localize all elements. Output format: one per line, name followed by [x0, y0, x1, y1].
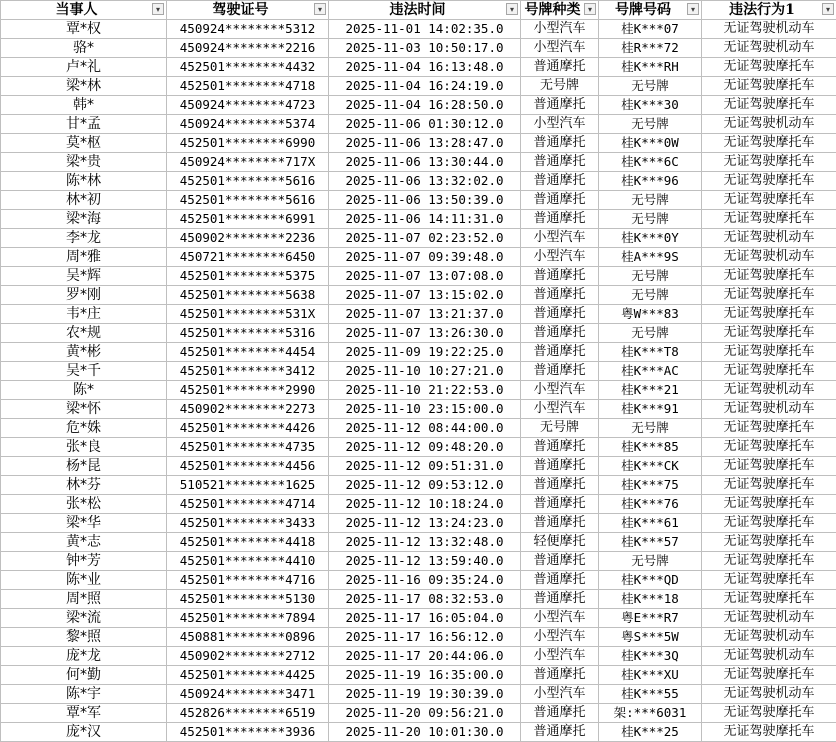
party-cell[interactable]: 陈* [1, 381, 167, 400]
plate-type-cell[interactable]: 小型汽车 [521, 628, 599, 647]
party-cell[interactable]: 梁*流 [1, 609, 167, 628]
party-cell[interactable]: 陈*林 [1, 172, 167, 191]
plate-type-cell[interactable]: 小型汽车 [521, 39, 599, 58]
plate-type-cell[interactable]: 小型汽车 [521, 685, 599, 704]
plate-type-cell[interactable]: 普通摩托 [521, 267, 599, 286]
plate-type-cell[interactable]: 无号牌 [521, 77, 599, 96]
violation-time-cell[interactable]: 2025-11-19 19:30:39.0 [329, 685, 521, 704]
license-no-cell[interactable]: 452501********6990 [167, 134, 329, 153]
table-row [1, 248, 836, 267]
violation-cell[interactable]: 无证驾驶摩托车 [702, 286, 836, 305]
violation-cell[interactable]: 无证驾驶摩托车 [702, 96, 836, 115]
violation-cell[interactable]: 无证驾驶摩托车 [702, 457, 836, 476]
violation-cell[interactable]: 无证驾驶机动车 [702, 400, 836, 419]
license-no-cell[interactable]: 450902********2236 [167, 229, 329, 248]
violation-time-cell[interactable]: 2025-11-07 09:39:48.0 [329, 248, 521, 267]
table-row [1, 628, 836, 647]
plate-number-cell[interactable]: 桂K***QD [599, 571, 702, 590]
plate-type-cell[interactable]: 普通摩托 [521, 476, 599, 495]
violation-cell[interactable]: 无证驾驶机动车 [702, 115, 836, 134]
violation-cell[interactable]: 无证驾驶机动车 [702, 685, 836, 704]
plate-type-cell[interactable]: 轻便摩托 [521, 533, 599, 552]
violation-time-cell[interactable]: 2025-11-09 19:22:25.0 [329, 343, 521, 362]
violation-time-cell[interactable]: 2025-11-06 13:28:47.0 [329, 134, 521, 153]
violation-time-cell[interactable]: 2025-11-04 16:28:50.0 [329, 96, 521, 115]
violation-time-cell[interactable]: 2025-11-12 09:48:20.0 [329, 438, 521, 457]
party-cell[interactable]: 韦*庄 [1, 305, 167, 324]
license-no-cell[interactable]: 450721********6450 [167, 248, 329, 267]
violation-time-cell[interactable]: 2025-11-03 10:50:17.0 [329, 39, 521, 58]
plate-number-cell[interactable]: 架:***6031 [599, 704, 702, 723]
violation-cell[interactable]: 无证驾驶摩托车 [702, 723, 836, 742]
violation-cell[interactable]: 无证驾驶摩托车 [702, 324, 836, 343]
license-no-cell[interactable]: 450924********5312 [167, 20, 329, 39]
violation-cell[interactable]: 无证驾驶摩托车 [702, 134, 836, 153]
violation-time-cell[interactable]: 2025-11-17 20:44:06.0 [329, 647, 521, 666]
party-cell[interactable]: 钟*芳 [1, 552, 167, 571]
violation-cell[interactable]: 无证驾驶机动车 [702, 20, 836, 39]
violation-cell[interactable]: 无证驾驶摩托车 [702, 362, 836, 381]
plate-number-cell[interactable]: 桂K***RH [599, 58, 702, 77]
party-cell[interactable]: 林*初 [1, 191, 167, 210]
license-no-cell[interactable]: 452501********4432 [167, 58, 329, 77]
violation-time-cell[interactable]: 2025-11-12 09:53:12.0 [329, 476, 521, 495]
party-cell[interactable]: 覃*军 [1, 704, 167, 723]
license-no-cell[interactable]: 452501********4456 [167, 457, 329, 476]
table-row [1, 267, 836, 286]
violation-time-cell[interactable]: 2025-11-12 10:18:24.0 [329, 495, 521, 514]
violation-cell[interactable]: 无证驾驶机动车 [702, 248, 836, 267]
plate-type-cell[interactable]: 普通摩托 [521, 704, 599, 723]
plate-number-cell[interactable]: 桂K***18 [599, 590, 702, 609]
party-cell[interactable]: 韩* [1, 96, 167, 115]
plate-number-cell[interactable]: 桂K***AC [599, 362, 702, 381]
violation-time-cell[interactable]: 2025-11-10 23:15:00.0 [329, 400, 521, 419]
table-row [1, 647, 836, 666]
violation-time-cell[interactable]: 2025-11-07 13:15:02.0 [329, 286, 521, 305]
plate-number-cell[interactable]: 桂K***85 [599, 438, 702, 457]
party-cell[interactable]: 覃*权 [1, 20, 167, 39]
license-no-cell[interactable]: 450924********4723 [167, 96, 329, 115]
plate-number-cell[interactable]: 桂K***75 [599, 476, 702, 495]
table-row [1, 723, 836, 742]
plate-type-cell[interactable]: 普通摩托 [521, 305, 599, 324]
violation-cell[interactable]: 无证驾驶摩托车 [702, 305, 836, 324]
license-no-cell[interactable]: 452501********5375 [167, 267, 329, 286]
filter-dropdown-icon[interactable]: ▾ [314, 3, 326, 15]
plate-type-cell[interactable]: 小型汽车 [521, 115, 599, 134]
filter-dropdown-icon[interactable]: ▾ [822, 3, 834, 15]
violation-time-cell[interactable]: 2025-11-10 21:22:53.0 [329, 381, 521, 400]
table-row [1, 324, 836, 343]
license-no-cell[interactable]: 450902********2712 [167, 647, 329, 666]
table-row [1, 58, 836, 77]
violation-time-cell[interactable]: 2025-11-07 13:21:37.0 [329, 305, 521, 324]
plate-type-cell[interactable]: 普通摩托 [521, 552, 599, 571]
table-row [1, 229, 836, 248]
violation-cell[interactable]: 无证驾驶摩托车 [702, 704, 836, 723]
license-no-cell[interactable]: 452501********3936 [167, 723, 329, 742]
violation-cell[interactable]: 无证驾驶摩托车 [702, 514, 836, 533]
party-cell[interactable]: 杨*昆 [1, 457, 167, 476]
table-row [1, 685, 836, 704]
plate-number-cell[interactable]: 无号牌 [599, 191, 702, 210]
header-party[interactable]: 当事人 ▾ [1, 1, 167, 20]
filter-dropdown-icon[interactable]: ▾ [584, 3, 596, 15]
license-no-cell[interactable]: 452501********5616 [167, 172, 329, 191]
plate-type-cell[interactable]: 普通摩托 [521, 362, 599, 381]
violation-time-cell[interactable]: 2025-11-19 16:35:00.0 [329, 666, 521, 685]
table-row [1, 381, 836, 400]
plate-type-cell[interactable]: 普通摩托 [521, 172, 599, 191]
party-cell[interactable]: 梁*怀 [1, 400, 167, 419]
plate-number-cell[interactable]: 桂K***57 [599, 533, 702, 552]
table-row [1, 514, 836, 533]
plate-number-cell[interactable]: 桂K***CK [599, 457, 702, 476]
plate-type-cell[interactable]: 普通摩托 [521, 343, 599, 362]
plate-type-cell[interactable]: 无号牌 [521, 419, 599, 438]
party-cell[interactable]: 卢*礼 [1, 58, 167, 77]
plate-number-cell[interactable]: 桂K***61 [599, 514, 702, 533]
violation-time-cell[interactable]: 2025-11-07 13:07:08.0 [329, 267, 521, 286]
violation-time-cell[interactable]: 2025-11-07 13:26:30.0 [329, 324, 521, 343]
license-no-cell[interactable]: 452501********6991 [167, 210, 329, 229]
violation-cell[interactable]: 无证驾驶摩托车 [702, 343, 836, 362]
violation-cell[interactable]: 无证驾驶摩托车 [702, 172, 836, 191]
plate-number-cell[interactable]: 无号牌 [599, 419, 702, 438]
party-cell[interactable]: 庞*龙 [1, 647, 167, 666]
plate-number-cell[interactable]: 桂K***07 [599, 20, 702, 39]
violation-time-cell[interactable]: 2025-11-10 10:27:21.0 [329, 362, 521, 381]
violation-time-cell[interactable]: 2025-11-06 14:11:31.0 [329, 210, 521, 229]
violation-cell[interactable]: 无证驾驶摩托车 [702, 666, 836, 685]
table-row [1, 305, 836, 324]
table-row [1, 286, 836, 305]
header-row [1, 1, 836, 20]
plate-type-cell[interactable]: 普通摩托 [521, 324, 599, 343]
violation-time-cell[interactable]: 2025-11-04 16:24:19.0 [329, 77, 521, 96]
plate-type-cell[interactable]: 普通摩托 [521, 438, 599, 457]
party-cell[interactable]: 陈*业 [1, 571, 167, 590]
license-no-cell[interactable]: 452501********531X [167, 305, 329, 324]
plate-number-cell[interactable]: 桂K***25 [599, 723, 702, 742]
license-no-cell[interactable]: 452501********3412 [167, 362, 329, 381]
plate-type-cell[interactable]: 普通摩托 [521, 457, 599, 476]
plate-number-cell[interactable]: 桂K***55 [599, 685, 702, 704]
header-violation-1[interactable]: 违法行为1 ▾ [702, 1, 836, 20]
table-row [1, 609, 836, 628]
party-cell[interactable]: 林*芬 [1, 476, 167, 495]
violation-time-cell[interactable]: 2025-11-20 10:01:30.0 [329, 723, 521, 742]
filter-dropdown-icon[interactable]: ▾ [506, 3, 518, 15]
plate-type-cell[interactable]: 小型汽车 [521, 20, 599, 39]
plate-number-cell[interactable]: 无号牌 [599, 115, 702, 134]
violation-cell[interactable]: 无证驾驶摩托车 [702, 153, 836, 172]
violation-time-cell[interactable]: 2025-11-17 16:56:12.0 [329, 628, 521, 647]
violation-cell[interactable]: 无证驾驶摩托车 [702, 267, 836, 286]
plate-type-cell[interactable]: 普通摩托 [521, 191, 599, 210]
party-cell[interactable]: 危*姝 [1, 419, 167, 438]
filter-dropdown-icon[interactable]: ▾ [687, 3, 699, 15]
plate-number-cell[interactable]: 桂K***91 [599, 400, 702, 419]
plate-number-cell[interactable]: 无号牌 [599, 267, 702, 286]
table-header [1, 1, 836, 20]
license-no-cell[interactable]: 450902********2273 [167, 400, 329, 419]
table-row [1, 39, 836, 58]
license-no-cell[interactable]: 450881********0896 [167, 628, 329, 647]
table-row [1, 533, 836, 552]
header-violation-time[interactable]: 违法时间 ▾ [329, 1, 521, 20]
plate-type-cell[interactable]: 普通摩托 [521, 666, 599, 685]
violation-cell[interactable]: 无证驾驶摩托车 [702, 571, 836, 590]
violation-cell[interactable]: 无证驾驶机动车 [702, 628, 836, 647]
plate-number-cell[interactable]: 粤S***5W [599, 628, 702, 647]
license-no-cell[interactable]: 452501********3433 [167, 514, 329, 533]
table-row [1, 20, 836, 39]
party-cell[interactable]: 吴*辉 [1, 267, 167, 286]
party-cell[interactable]: 周*雅 [1, 248, 167, 267]
license-no-cell[interactable]: 452501********4425 [167, 666, 329, 685]
violation-cell[interactable]: 无证驾驶机动车 [702, 647, 836, 666]
plate-type-cell[interactable]: 普通摩托 [521, 96, 599, 115]
plate-type-cell[interactable]: 普通摩托 [521, 723, 599, 742]
party-cell[interactable]: 陈*宇 [1, 685, 167, 704]
violation-time-cell[interactable]: 2025-11-07 02:23:52.0 [329, 229, 521, 248]
plate-number-cell[interactable]: 无号牌 [599, 77, 702, 96]
plate-number-cell[interactable]: 桂K***T8 [599, 343, 702, 362]
license-no-cell[interactable]: 452501********4410 [167, 552, 329, 571]
violation-cell[interactable]: 无证驾驶摩托车 [702, 191, 836, 210]
table-row [1, 590, 836, 609]
party-cell[interactable]: 农*规 [1, 324, 167, 343]
plate-number-cell[interactable]: 桂K***30 [599, 96, 702, 115]
table-row [1, 362, 836, 381]
violation-cell[interactable]: 无证驾驶摩托车 [702, 533, 836, 552]
violation-time-cell[interactable]: 2025-11-17 08:32:53.0 [329, 590, 521, 609]
table-row [1, 77, 836, 96]
violation-time-cell[interactable]: 2025-11-06 13:50:39.0 [329, 191, 521, 210]
license-no-cell[interactable]: 452501********4714 [167, 495, 329, 514]
party-cell[interactable]: 庞*汉 [1, 723, 167, 742]
plate-number-cell[interactable]: 无号牌 [599, 210, 702, 229]
plate-type-cell[interactable]: 小型汽车 [521, 647, 599, 666]
violation-time-cell[interactable]: 2025-11-16 09:35:24.0 [329, 571, 521, 590]
violation-time-cell[interactable]: 2025-11-12 13:32:48.0 [329, 533, 521, 552]
license-no-cell[interactable]: 452501********4735 [167, 438, 329, 457]
table-row [1, 153, 836, 172]
table-row [1, 400, 836, 419]
plate-type-cell[interactable]: 普通摩托 [521, 514, 599, 533]
license-no-cell[interactable]: 452501********5316 [167, 324, 329, 343]
table-row [1, 96, 836, 115]
plate-type-cell[interactable]: 小型汽车 [521, 229, 599, 248]
violation-time-cell[interactable]: 2025-11-17 16:05:04.0 [329, 609, 521, 628]
table-row [1, 419, 836, 438]
plate-number-cell[interactable]: 桂A***9S [599, 248, 702, 267]
violation-time-cell[interactable]: 2025-11-06 13:32:02.0 [329, 172, 521, 191]
violation-cell[interactable]: 无证驾驶机动车 [702, 229, 836, 248]
party-cell[interactable]: 吴*千 [1, 362, 167, 381]
party-cell[interactable]: 黎*照 [1, 628, 167, 647]
party-cell[interactable]: 李*龙 [1, 229, 167, 248]
table-row [1, 666, 836, 685]
table-row [1, 457, 836, 476]
plate-type-cell[interactable]: 普通摩托 [521, 286, 599, 305]
license-no-cell[interactable]: 452501********4454 [167, 343, 329, 362]
violation-cell[interactable]: 无证驾驶摩托车 [702, 495, 836, 514]
violation-cell[interactable]: 无证驾驶摩托车 [702, 58, 836, 77]
party-cell[interactable]: 张*松 [1, 495, 167, 514]
license-no-cell[interactable]: 452501********5130 [167, 590, 329, 609]
table-row [1, 191, 836, 210]
table-row [1, 476, 836, 495]
plate-type-cell[interactable]: 小型汽车 [521, 400, 599, 419]
license-no-cell[interactable]: 450924********3471 [167, 685, 329, 704]
party-cell[interactable]: 骆* [1, 39, 167, 58]
plate-number-cell[interactable]: 桂K***96 [599, 172, 702, 191]
license-no-cell[interactable]: 450924********5374 [167, 115, 329, 134]
violation-time-cell[interactable]: 2025-11-20 09:56:21.0 [329, 704, 521, 723]
table-row [1, 571, 836, 590]
plate-type-cell[interactable]: 普通摩托 [521, 571, 599, 590]
table-row [1, 172, 836, 191]
violation-time-cell[interactable]: 2025-11-06 13:30:44.0 [329, 153, 521, 172]
table-row [1, 343, 836, 362]
plate-number-cell[interactable]: 桂K***3Q [599, 647, 702, 666]
table-body [1, 20, 836, 742]
violation-cell[interactable]: 无证驾驶摩托车 [702, 476, 836, 495]
table-row [1, 438, 836, 457]
violation-cell[interactable]: 无证驾驶机动车 [702, 39, 836, 58]
table-row [1, 210, 836, 229]
plate-number-cell[interactable]: 桂R***72 [599, 39, 702, 58]
party-cell[interactable]: 罗*刚 [1, 286, 167, 305]
filter-dropdown-icon[interactable]: ▾ [152, 3, 164, 15]
plate-number-cell[interactable]: 桂K***XU [599, 666, 702, 685]
plate-number-cell[interactable]: 桂K***6C [599, 153, 702, 172]
party-cell[interactable]: 梁*海 [1, 210, 167, 229]
plate-type-cell[interactable]: 普通摩托 [521, 134, 599, 153]
violation-cell[interactable]: 无证驾驶摩托车 [702, 77, 836, 96]
plate-type-cell[interactable]: 普通摩托 [521, 210, 599, 229]
violation-cell[interactable]: 无证驾驶摩托车 [702, 419, 836, 438]
table-row [1, 495, 836, 514]
table-row [1, 115, 836, 134]
violation-time-cell[interactable]: 2025-11-12 13:59:40.0 [329, 552, 521, 571]
license-no-cell[interactable]: 450924********717X [167, 153, 329, 172]
header-plate-number[interactable]: 号牌号码 ▾ [599, 1, 702, 20]
license-no-cell[interactable]: 452501********4718 [167, 77, 329, 96]
header-license-no[interactable]: 驾驶证号 ▾ [167, 1, 329, 20]
license-no-cell[interactable]: 452501********4716 [167, 571, 329, 590]
violation-time-cell[interactable]: 2025-11-12 09:51:31.0 [329, 457, 521, 476]
plate-number-cell[interactable]: 粤E***R7 [599, 609, 702, 628]
violation-cell[interactable]: 无证驾驶机动车 [702, 381, 836, 400]
license-no-cell[interactable]: 452501********4418 [167, 533, 329, 552]
plate-type-cell[interactable]: 小型汽车 [521, 248, 599, 267]
plate-number-cell[interactable]: 桂K***0W [599, 134, 702, 153]
party-cell[interactable]: 梁*贵 [1, 153, 167, 172]
plate-number-cell[interactable]: 粤W***83 [599, 305, 702, 324]
party-cell[interactable]: 莫*枢 [1, 134, 167, 153]
plate-type-cell[interactable]: 普通摩托 [521, 495, 599, 514]
party-cell[interactable]: 周*照 [1, 590, 167, 609]
plate-type-cell[interactable]: 普通摩托 [521, 590, 599, 609]
license-no-cell[interactable]: 452501********5616 [167, 191, 329, 210]
header-plate-type[interactable]: 号牌种类 ▾ [521, 1, 599, 20]
license-no-cell[interactable]: 450924********2216 [167, 39, 329, 58]
party-cell[interactable]: 黄*彬 [1, 343, 167, 362]
license-no-cell[interactable]: 510521********1625 [167, 476, 329, 495]
violation-cell[interactable]: 无证驾驶摩托车 [702, 552, 836, 571]
violation-time-cell[interactable]: 2025-11-04 16:13:48.0 [329, 58, 521, 77]
plate-number-cell[interactable]: 桂K***0Y [599, 229, 702, 248]
violation-cell[interactable]: 无证驾驶摩托车 [702, 438, 836, 457]
violation-time-cell[interactable]: 2025-11-12 08:44:00.0 [329, 419, 521, 438]
violation-time-cell[interactable]: 2025-11-01 14:02:35.0 [329, 20, 521, 39]
plate-type-cell[interactable]: 普通摩托 [521, 153, 599, 172]
violation-time-cell[interactable]: 2025-11-06 01:30:12.0 [329, 115, 521, 134]
plate-number-cell[interactable]: 桂K***76 [599, 495, 702, 514]
violation-cell[interactable]: 无证驾驶摩托车 [702, 590, 836, 609]
plate-number-cell[interactable]: 无号牌 [599, 324, 702, 343]
license-no-cell[interactable]: 452501********5638 [167, 286, 329, 305]
table-row [1, 704, 836, 723]
license-no-cell[interactable]: 452501********4426 [167, 419, 329, 438]
table-row [1, 134, 836, 153]
violation-cell[interactable]: 无证驾驶摩托车 [702, 210, 836, 229]
plate-type-cell[interactable]: 小型汽车 [521, 381, 599, 400]
license-no-cell[interactable]: 452826********6519 [167, 704, 329, 723]
plate-number-cell[interactable]: 无号牌 [599, 286, 702, 305]
party-cell[interactable]: 甘*孟 [1, 115, 167, 134]
party-cell[interactable]: 何*勤 [1, 666, 167, 685]
party-cell[interactable]: 张*良 [1, 438, 167, 457]
party-cell[interactable]: 黄*志 [1, 533, 167, 552]
table-row [1, 552, 836, 571]
plate-number-cell[interactable]: 桂K***21 [599, 381, 702, 400]
party-cell[interactable]: 梁*华 [1, 514, 167, 533]
party-cell[interactable]: 梁*林 [1, 77, 167, 96]
plate-type-cell[interactable]: 普通摩托 [521, 58, 599, 77]
violation-time-cell[interactable]: 2025-11-12 13:24:23.0 [329, 514, 521, 533]
plate-type-cell[interactable]: 小型汽车 [521, 609, 599, 628]
violation-cell[interactable]: 无证驾驶机动车 [702, 609, 836, 628]
license-no-cell[interactable]: 452501********2990 [167, 381, 329, 400]
plate-number-cell[interactable]: 无号牌 [599, 552, 702, 571]
license-no-cell[interactable]: 452501********7894 [167, 609, 329, 628]
